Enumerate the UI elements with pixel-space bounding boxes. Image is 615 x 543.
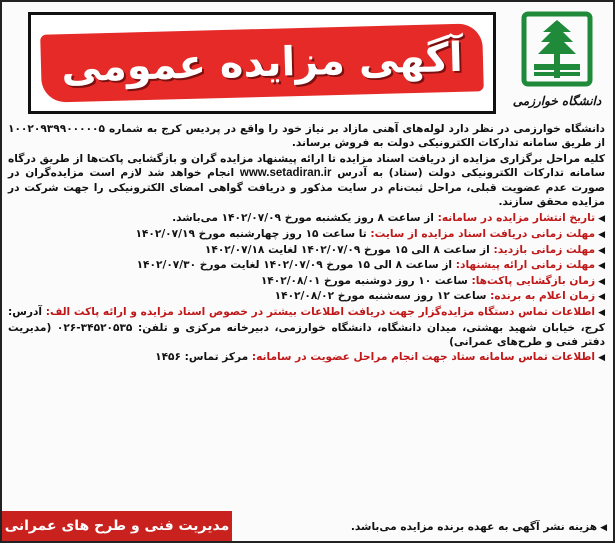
list-item-visit-period: ◀مهلت زمانی بازدید: از ساعت ۸ الی ۱۵ مورخ ۱۴۰۲/۰۷/۰۹ لغایت ۱۴۰۲/۰۷/۱۸ (204, 243, 605, 256)
header (2, 2, 613, 120)
schedule-list (8, 211, 605, 365)
list-item-publication-date: ◀تاریخ انتشار مزایده در سامانه: از ساعت ۸ روز یکشنبه مورخ ۱۴۰۲/۰۷/۰۹ می‌باشد. (172, 212, 605, 225)
procedure-text-after: انجام خواهد شد لازم است مزایده‌گران در صورت عدم عضویت قبلی، مراحل ثبت‌نام در سایت مذکور و دریافت گواهی امضای الکترونیکی را جهت شرکت در مزایده محقق سازند. (8, 167, 605, 209)
university-emblem-icon (514, 6, 600, 92)
footer-department: مدیریت فنی و طرح های عمرانی (4, 518, 230, 534)
footer-band (2, 511, 232, 541)
list-item-document-deadline: ◀مهلت زمانی دریافت اسناد مزایده از سایت: تا ساعت ۱۵ روز چهارشنبه مورخ ۱۴۰۲/۰۷/۱۹ (135, 228, 605, 241)
intro-paragraph: دانشگاه خوارزمی در نظر دارد لوله‌های آهنی مازاد بر نیاز خود را واقع در پردیس کرج به شماره ۱۰۰۲۰۹۳۹۹۰۰۰۰۰۵ از طریق سامانه تدارکات الکترونیکی دولت به فروش برساند. (8, 123, 605, 150)
university-logo (507, 6, 607, 116)
publication-cost-note: ◀هزینه نشر آگهی به عهده برنده مزایده می‌باشد. (350, 521, 607, 533)
list-item-setad-contact: ◀اطلاعات تماس سامانه ستاد جهت انجام مراحل عضویت در سامانه: مرکز تماس: ۱۴۵۶ (155, 350, 605, 363)
list-item-contact-info: ◀اطلاعات تماس دستگاه مزایده‌گزار جهت دریافت اطلاعات بیشتر در خصوص اسناد مزایده و ارائه پاکت الف: آدرس: کرج، خیابان شهید بهشتی، میدان دانشگاه، دانشگاه خوارزمی، دبیرخانه مرکزی و تلفن: ۳۴۵۲۰۵۳۵-۰۲۶ (مدیریت دفتر فنی و طرح‌های عمرانی) (8, 306, 606, 349)
logo-caption: دانشگاه خوارزمی (512, 94, 602, 108)
notice-title: آگهی مزایده عمومی (60, 34, 464, 92)
list-item-winner-announcement: ◀زمان اعلام به برنده: ساعت ۱۲ روز سه‌شنبه مورخ ۱۴۰۲/۰۸/۰۲ (274, 290, 605, 303)
title-box (28, 12, 496, 114)
procedure-paragraph (8, 152, 605, 210)
procedure-text-before: کلیه مراحل برگزاری مزایده از دریافت اسناد مزایده تا ارائه پیشنهاد مزایده گران و بازگشایی پاکت‌ها از طریق درگاه سامانه تدارکات الکترونیکی دولت (ستاد) به آدرس (8, 152, 605, 180)
title-band (40, 23, 484, 103)
notice-body (8, 122, 605, 365)
list-item-bid-period: ◀مهلت زمانی ارائه پیشنهاد: از ساعت ۸ الی ۱۵ مورخ ۱۴۰۲/۰۷/۰۹ لغایت مورخ ۱۴۰۲/۰۷/۳۰ (136, 259, 605, 272)
setadiran-link[interactable]: www.setadiran.ir (239, 167, 332, 180)
list-item-opening-time: ◀زمان بازگشایی پاکت‌ها: ساعت ۱۰ روز دوشنبه مورخ ۱۴۰۲/۰۸/۰۱ (260, 274, 605, 287)
